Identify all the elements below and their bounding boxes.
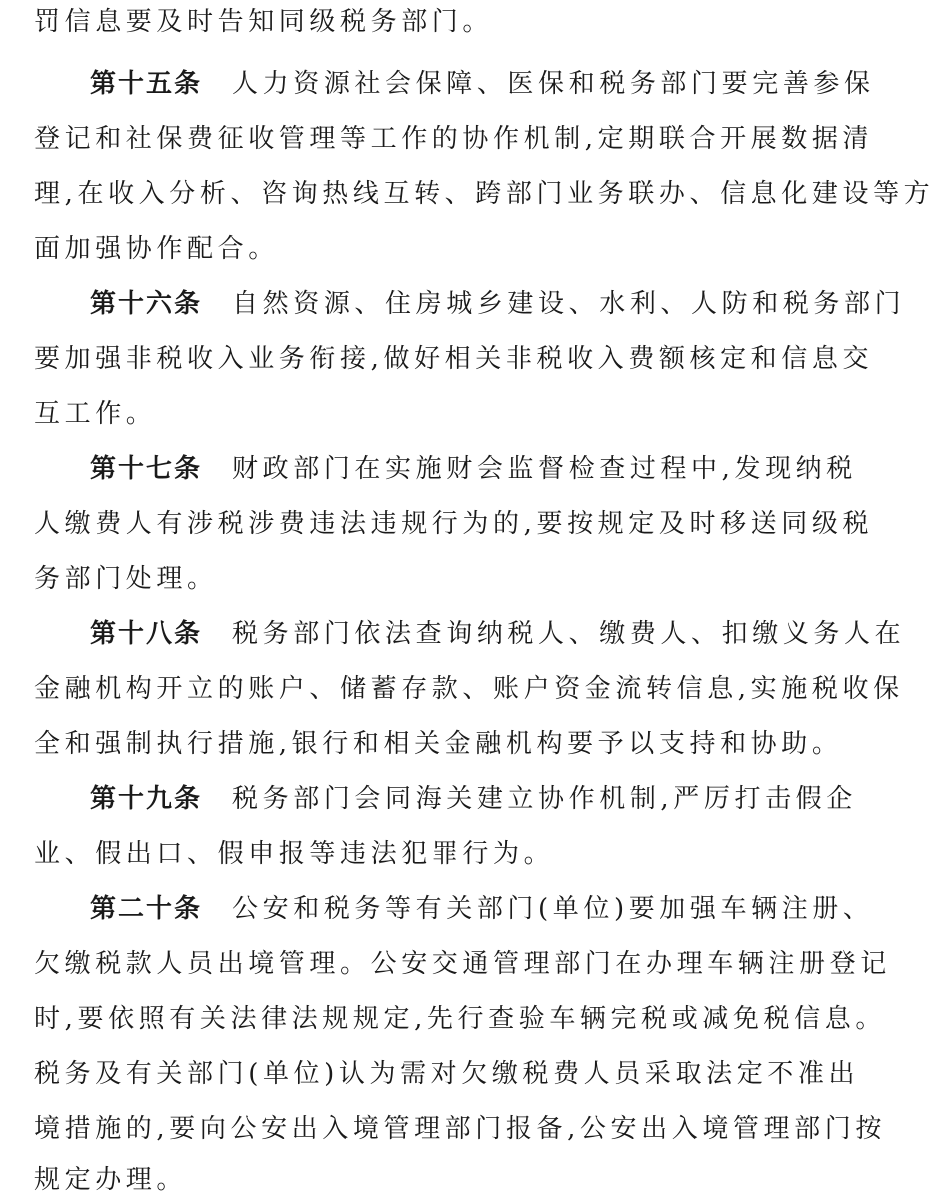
paragraph-line: 互工作。 [34,399,157,429]
article-first-line [90,449,857,489]
article-label: 第十六条 [90,289,203,319]
article-label: 第十八条 [90,619,203,649]
article-first-line [90,614,906,654]
paragraph-line: 人缴费人有涉税涉费违法违规行为的,要按规定及时移送同级税 [34,509,874,539]
article-label: 第十九条 [90,784,203,814]
paragraph-line: 理,在收入分析、咨询热线互转、跨部门业务联办、信息化建设等方 [34,179,934,209]
article-label: 第十五条 [90,69,203,99]
article-label: 第二十条 [90,894,203,924]
article-text: 公安和税务等有关部门(单位)要加强车辆注册、 [232,894,874,924]
article-text: 财政部门在实施财会监督检查过程中,发现纳税 [232,454,857,484]
paragraph-line: 务部门处理。 [34,564,218,594]
paragraph-line: 金融机构开立的账户、储蓄存款、账户资金流转信息,实施税收保 [34,674,904,704]
paragraph-line: 业、假出口、假申报等违法犯罪行为。 [34,839,555,869]
paragraph-line: 时,要依照有关法律法规规定,先行查验车辆完税或减免税信息。 [34,1004,886,1034]
article-text: 自然资源、住房城乡建设、水利、人防和税务部门 [232,289,906,319]
article-text: 税务部门会同海关建立协作机制,严厉打击假企 [232,784,857,814]
article-first-line [90,889,874,929]
article-first-line [90,64,875,104]
article-first-line [90,284,906,324]
paragraph-line: 要加强非税收入业务衔接,做好相关非税收入费额核定和信息交 [34,344,874,374]
paragraph-line: 全和强制执行措施,银行和相关金融机构要予以支持和协助。 [34,729,843,759]
paragraph-line: 面加强协作配合。 [34,234,279,264]
article-label: 第十七条 [90,454,203,484]
article-first-line [90,779,857,819]
paragraph-line: 罚信息要及时告知同级税务部门。 [34,7,494,37]
article-text: 人力资源社会保障、医保和税务部门要完善参保 [232,69,875,99]
paragraph-line: 境措施的,要向公安出入境管理部门报备,公安出入境管理部门按 [34,1114,886,1144]
paragraph-line: 税务及有关部门(单位)认为需对欠缴税费人员采取法定不准出 [34,1059,860,1089]
paragraph-line: 欠缴税款人员出境管理。公安交通管理部门在办理车辆注册登记 [34,949,891,979]
article-text: 税务部门依法查询纳税人、缴费人、扣缴义务人在 [232,619,906,649]
paragraph-line: 登记和社保费征收管理等工作的协作机制,定期联合开展数据清 [34,124,874,154]
paragraph-line: 规定办理。 [34,1165,188,1195]
